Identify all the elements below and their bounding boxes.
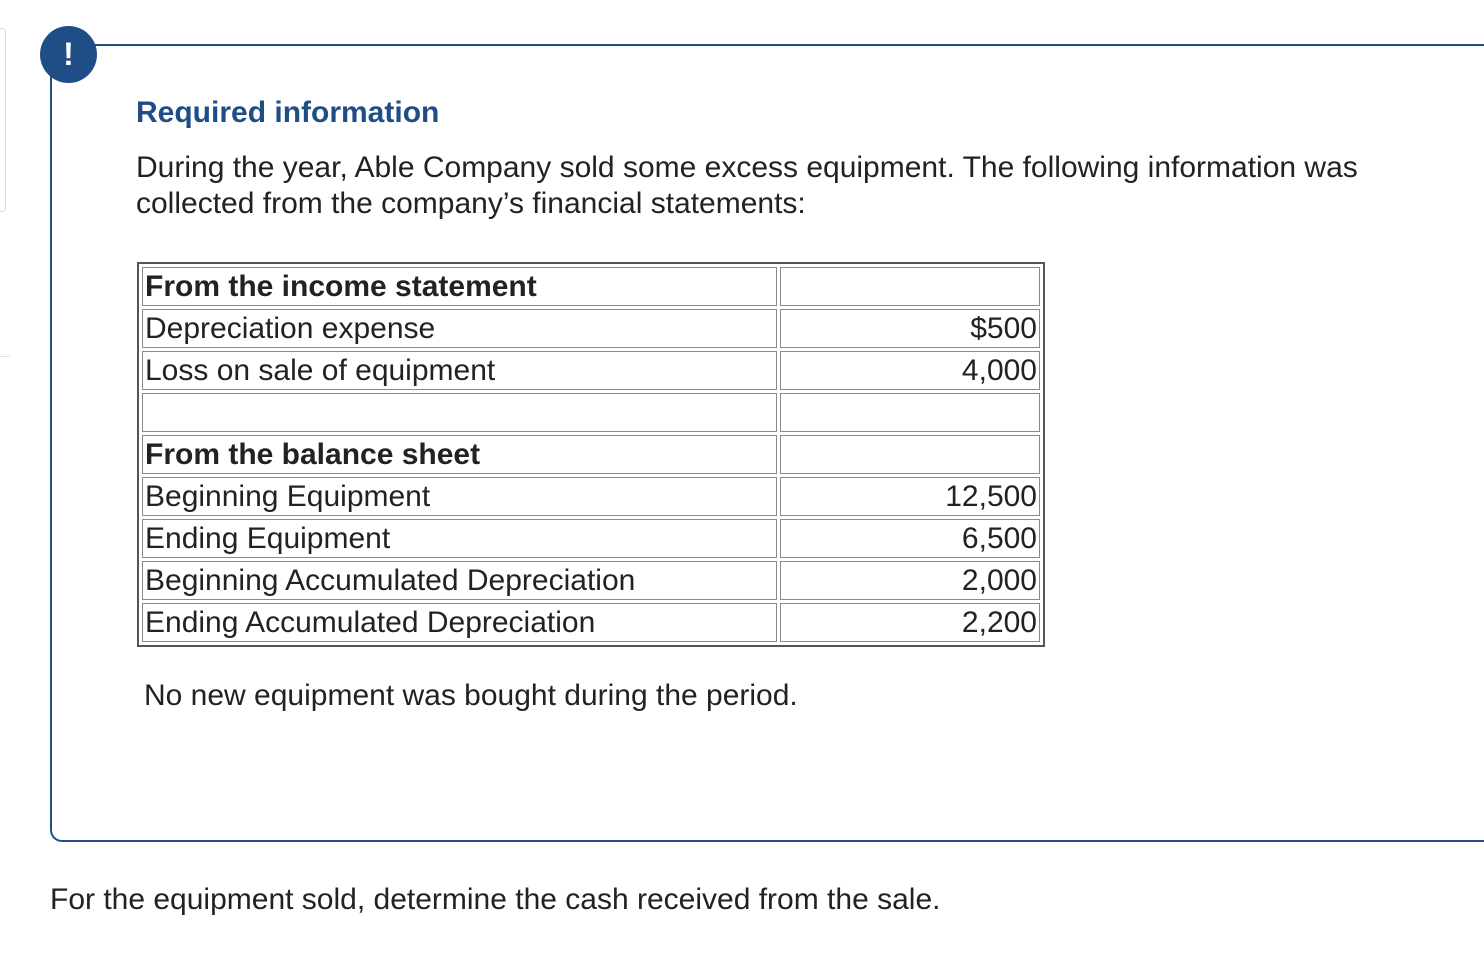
intro-paragraph: During the year, Able Company sold some excess equipment. The following information was collected from the company’s financial statements: (136, 151, 1358, 220)
question-prompt: For the equipment sold, determine the cash received from the sale. (50, 883, 941, 916)
table-label-cell: Ending Equipment (142, 519, 777, 558)
previous-panel-edge (0, 28, 6, 212)
table-value-cell (780, 267, 1040, 306)
table-row (142, 309, 1040, 348)
table-section-header: From the income statement (142, 267, 777, 306)
table-row (142, 393, 1040, 432)
footnote: No new equipment was bought during the period. (144, 679, 798, 712)
table-row (142, 351, 1040, 390)
table-label-cell (142, 393, 777, 432)
table-value-cell: 2,000 (780, 561, 1040, 600)
exclamation-icon: ! (40, 26, 97, 83)
table-value-cell: 2,200 (780, 603, 1040, 642)
table-value-cell: 4,000 (780, 351, 1040, 390)
table-row (142, 561, 1040, 600)
table-label-cell: Ending Accumulated Depreciation (142, 603, 777, 642)
table-label-cell: Beginning Equipment (142, 477, 777, 516)
table-row (142, 603, 1040, 642)
table-row (142, 435, 1040, 474)
panel-title: Required information (136, 96, 440, 129)
table-value-cell: 12,500 (780, 477, 1040, 516)
table-row (142, 477, 1040, 516)
table-label-cell: Depreciation expense (142, 309, 777, 348)
table-row (142, 267, 1040, 306)
table-value-cell (780, 393, 1040, 432)
table-value-cell (780, 435, 1040, 474)
divider (0, 356, 10, 357)
table-section-header: From the balance sheet (142, 435, 777, 474)
table-label-cell: Beginning Accumulated Depreciation (142, 561, 777, 600)
table-value-cell: $500 (780, 309, 1040, 348)
financial-data-table (137, 262, 1045, 647)
table-row (142, 519, 1040, 558)
table-label-cell: Loss on sale of equipment (142, 351, 777, 390)
table-value-cell: 6,500 (780, 519, 1040, 558)
